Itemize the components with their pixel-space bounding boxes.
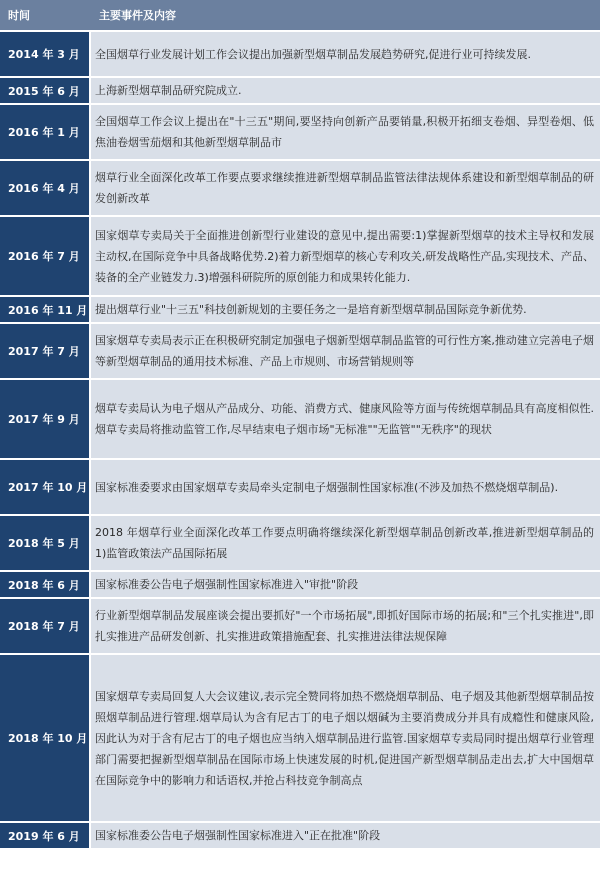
row-content: 烟草专卖局认为电子烟从产品成分、功能、消费方式、健康风险等方面与传统烟草制品具有高度相似性.烟草专卖局将推动监管工作,尽早结束电子烟市场"无标准""无监管""无秩序"的现状	[91, 380, 600, 460]
table-row	[0, 217, 600, 297]
table-row	[0, 380, 600, 460]
row-time: 2017 年 7 月	[0, 324, 91, 380]
row-time: 2015 年 6 月	[0, 78, 91, 105]
row-content: 全国烟草行业发展计划工作会议提出加强新型烟草制品发展趋势研究,促进行业可持续发展.	[91, 32, 600, 78]
row-content: 烟草行业全面深化改革工作要点要求继续推进新型烟草制品监管法律法规体系建设和新型烟草制品的研发创新改革	[91, 161, 600, 217]
row-content: 国家烟草专卖局表示正在积极研究制定加强电子烟新型烟草制品监管的可行性方案,推动建立完善电子烟等新型烟草制品的通用技术标准、产品上市规则、市场营销规则等	[91, 324, 600, 380]
table-header-row	[0, 0, 600, 32]
row-content: 国家标准委要求由国家烟草专卖局牵头定制电子烟强制性国家标准(不涉及加热不燃烧烟草制品).	[91, 460, 600, 516]
table-row	[0, 516, 600, 572]
row-time: 2018 年 6 月	[0, 572, 91, 599]
row-time: 2017 年 9 月	[0, 380, 91, 460]
table-row	[0, 572, 600, 599]
row-time: 2018 年 10 月	[0, 655, 91, 823]
table-row	[0, 32, 600, 78]
row-content: 2018 年烟草行业全面深化改革工作要点明确将继续深化新型烟草制品创新改革,推进新型烟草制品的 1)监管政策法产品国际拓展	[91, 516, 600, 572]
table-row	[0, 599, 600, 655]
row-content: 国家标准委公告电子烟强制性国家标准进入"正在批准"阶段	[91, 823, 600, 850]
row-content: 提出烟草行业"十三五"科技创新规划的主要任务之一是培育新型烟草制品国际竞争新优势.	[91, 297, 600, 324]
row-content: 国家标准委公告电子烟强制性国家标准进入"审批"阶段	[91, 572, 600, 599]
table-row	[0, 655, 600, 823]
row-content: 行业新型烟草制品发展座谈会提出要抓好"一个市场拓展",即抓好国际市场的拓展;和"三个扎实推进",即扎实推进产品研发创新、扎实推进政策措施配套、扎实推进法律法规保障	[91, 599, 600, 655]
row-time: 2018 年 7 月	[0, 599, 91, 655]
header-time: 时间	[0, 0, 91, 32]
table-row	[0, 460, 600, 516]
row-content: 全国烟草工作会议上提出在"十三五"期间,要坚持向创新产品要销量,积极开拓细支卷烟、异型卷烟、低焦油卷烟雪茄烟和其他新型烟草制品市	[91, 105, 600, 161]
row-time: 2014 年 3 月	[0, 32, 91, 78]
row-time: 2017 年 10 月	[0, 460, 91, 516]
row-time: 2016 年 1 月	[0, 105, 91, 161]
row-time: 2016 年 7 月	[0, 217, 91, 297]
table-row	[0, 324, 600, 380]
row-content: 国家烟草专卖局回复人大会议建议,表示完全赞同将加热不燃烧烟草制品、电子烟及其他新型烟草制品按照烟草制品进行管理.烟草局认为含有尼古丁的电子烟以烟碱为主要消费成分并具有成瘾性和健康风险,因此认为对于含有尼古丁的电子烟也应当纳入烟草制品进行监管.国家烟草专卖局同时提出烟草行业管理部门需要把握新型烟草制品在国际市场上快速发展的时机,促进国产新型烟草制品走出去,扩大中国烟草在国际竞争中的影响力和话语权,并抢占科技竞争制高点	[91, 655, 600, 823]
table-row	[0, 161, 600, 217]
row-content: 上海新型烟草制品研究院成立.	[91, 78, 600, 105]
row-time: 2019 年 6 月	[0, 823, 91, 850]
row-time: 2016 年 4 月	[0, 161, 91, 217]
row-time: 2018 年 5 月	[0, 516, 91, 572]
table-row	[0, 105, 600, 161]
table-row	[0, 78, 600, 105]
header-content: 主要事件及内容	[91, 0, 600, 32]
table-row	[0, 823, 600, 850]
row-content: 国家烟草专卖局关于全面推进创新型行业建设的意见中,提出需要:1)掌握新型烟草的技术主导权和发展主动权,在国际竞争中具备战略优势.2)着力新型烟草的核心专利攻关,研发战略性产品,实现技术、产品、装备的全产业链发力.3)增强科研院所的原创能力和成果转化能力.	[91, 217, 600, 297]
table-row	[0, 297, 600, 324]
row-time: 2016 年 11 月	[0, 297, 91, 324]
